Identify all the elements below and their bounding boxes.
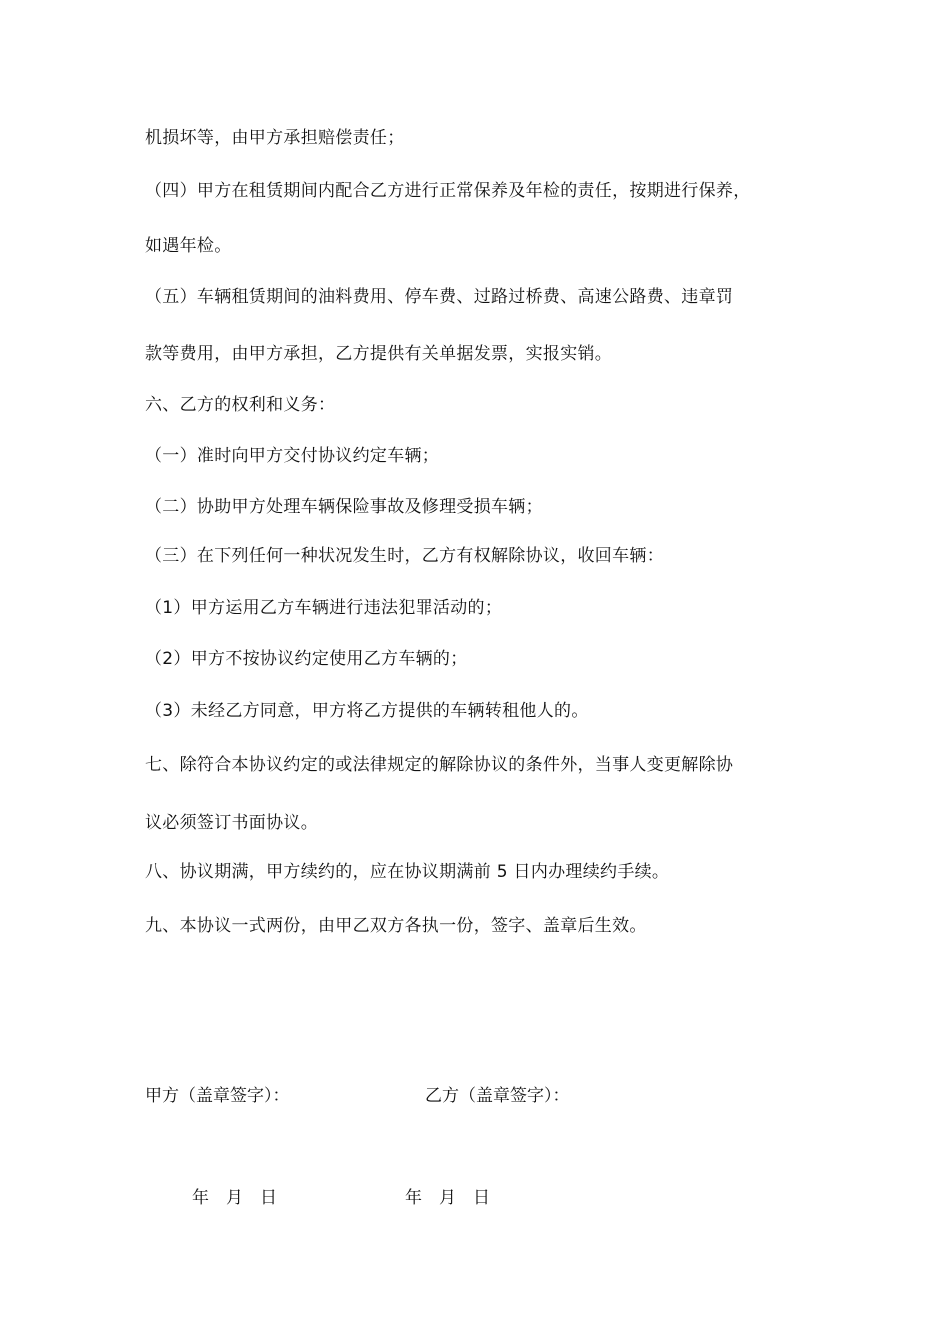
section-heading: 六、乙方的权利和义务： [145,395,336,415]
paragraph-line: 机损坏等，由甲方承担赔偿责任； [145,128,405,148]
party-b-date-label: 年 月 日 [405,1188,490,1208]
paragraph-line: （五）车辆租赁期间的油料费用、停车费、过路过桥费、高速公路费、违章罚 [145,287,734,307]
list-item: （三）在下列任何一种状况发生时，乙方有权解除协议，收回车辆： [145,546,664,566]
section-heading: 九、本协议一式两份，由甲乙双方各执一份，签字、盖章后生效。 [145,916,647,936]
party-a-signature-label: 甲方（盖章签字）： [145,1086,290,1106]
list-item: （一）准时向甲方交付协议约定车辆； [145,446,440,466]
paragraph-line: （四）甲方在租赁期间内配合乙方进行正常保养及年检的责任，按期进行保养， [145,181,751,201]
paragraph-line: 议必须签订书面协议。 [145,813,318,833]
list-item: （3）未经乙方同意，甲方将乙方提供的车辆转租他人的。 [145,701,589,721]
party-b-signature-label: 乙方（盖章签字）： [425,1086,570,1106]
section-heading: 七、除符合本协议约定的或法律规定的解除协议的条件外，当事人变更解除协 [145,755,734,775]
paragraph-line: 款等费用，由甲方承担，乙方提供有关单据发票，实报实销。 [145,344,613,364]
section-heading: 八、协议期满，甲方续约的，应在协议期满前 5 日内办理续约手续。 [145,862,670,882]
list-item: （2）甲方不按协议约定使用乙方车辆的； [145,649,468,669]
list-item: （二）协助甲方处理车辆保险事故及修理受损车辆； [145,497,543,517]
party-a-date-label: 年 月 日 [192,1188,277,1208]
paragraph-line: 如遇年检。 [145,236,232,256]
list-item: （1）甲方运用乙方车辆进行违法犯罪活动的； [145,598,503,618]
